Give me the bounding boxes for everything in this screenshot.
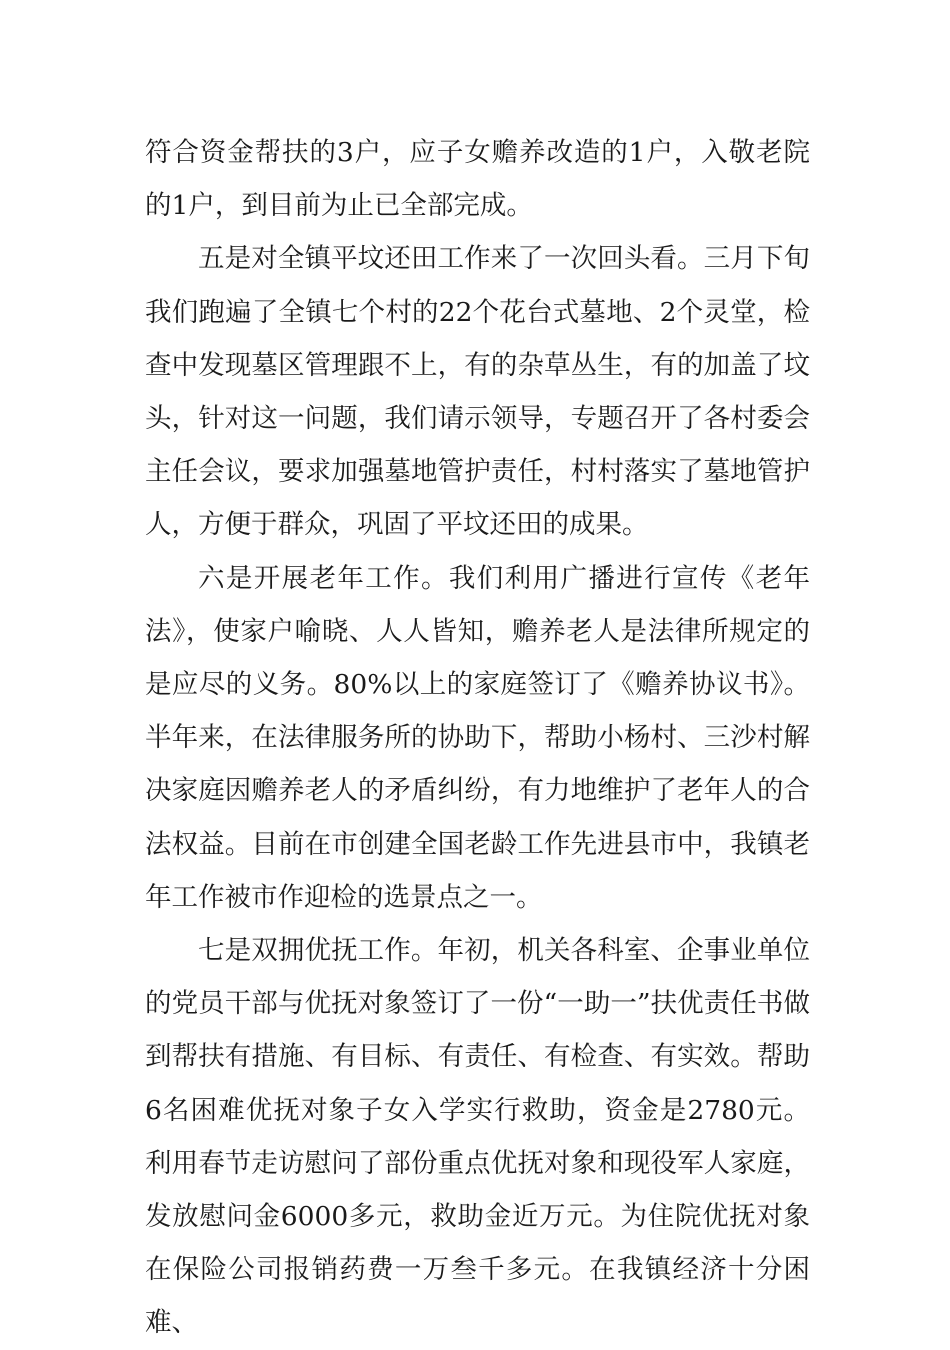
paragraph-item-five: 五是对全镇平坟还田工作来了一次回头看。三月下旬我们跑遍了全镇七个村的22个花台式墓地、2个灵堂，检查中发现墓区管理跟不上，有的杂草丛生，有的加盖了坟头，针对这一问题，我们请示领导，专题召开了各村委会主任会议，要求加强墓地管护责任，村村落实了墓地管护人，方便于群众，巩固了平坟还田的成果。: [145, 243, 810, 541]
paragraph-continuation: 符合资金帮扶的3户，应子女赡养改造的1户，入敬老院的1户，到目前为止已全部完成。: [145, 137, 810, 222]
paragraph-item-six: 六是开展老年工作。我们利用广播进行宣传《老年法》，使家户喻晓、人人皆知，赡养老人是法律所规定的是应尽的义务。80%以上的家庭签订了《赡养协议书》。半年来，在法律服务所的协助下，帮助小杨村、三沙村解决家庭因赡养老人的矛盾纠纷，有力地维护了老年人的合法权益。目前在市创建全国老龄工作先进县市中，我镇老年工作被市作迎检的选景点之一。: [145, 562, 810, 913]
document-body: [145, 126, 810, 1350]
paragraph-item-seven: 七是双拥优抚工作。年初，机关各科室、企事业单位的党员干部与优抚对象签订了一份“一助一”扶优责任书做到帮扶有措施、有目标、有责任、有检查、有实效。帮助6名困难优抚对象子女入学实行救助，资金是2780元。利用春节走访慰问了部份重点优抚对象和现役军人家庭，发放慰问金6000多元，救助金近万元。为住院优抚对象在保险公司报销药费一万叁千多元。在我镇经济十分困难、: [145, 935, 810, 1339]
